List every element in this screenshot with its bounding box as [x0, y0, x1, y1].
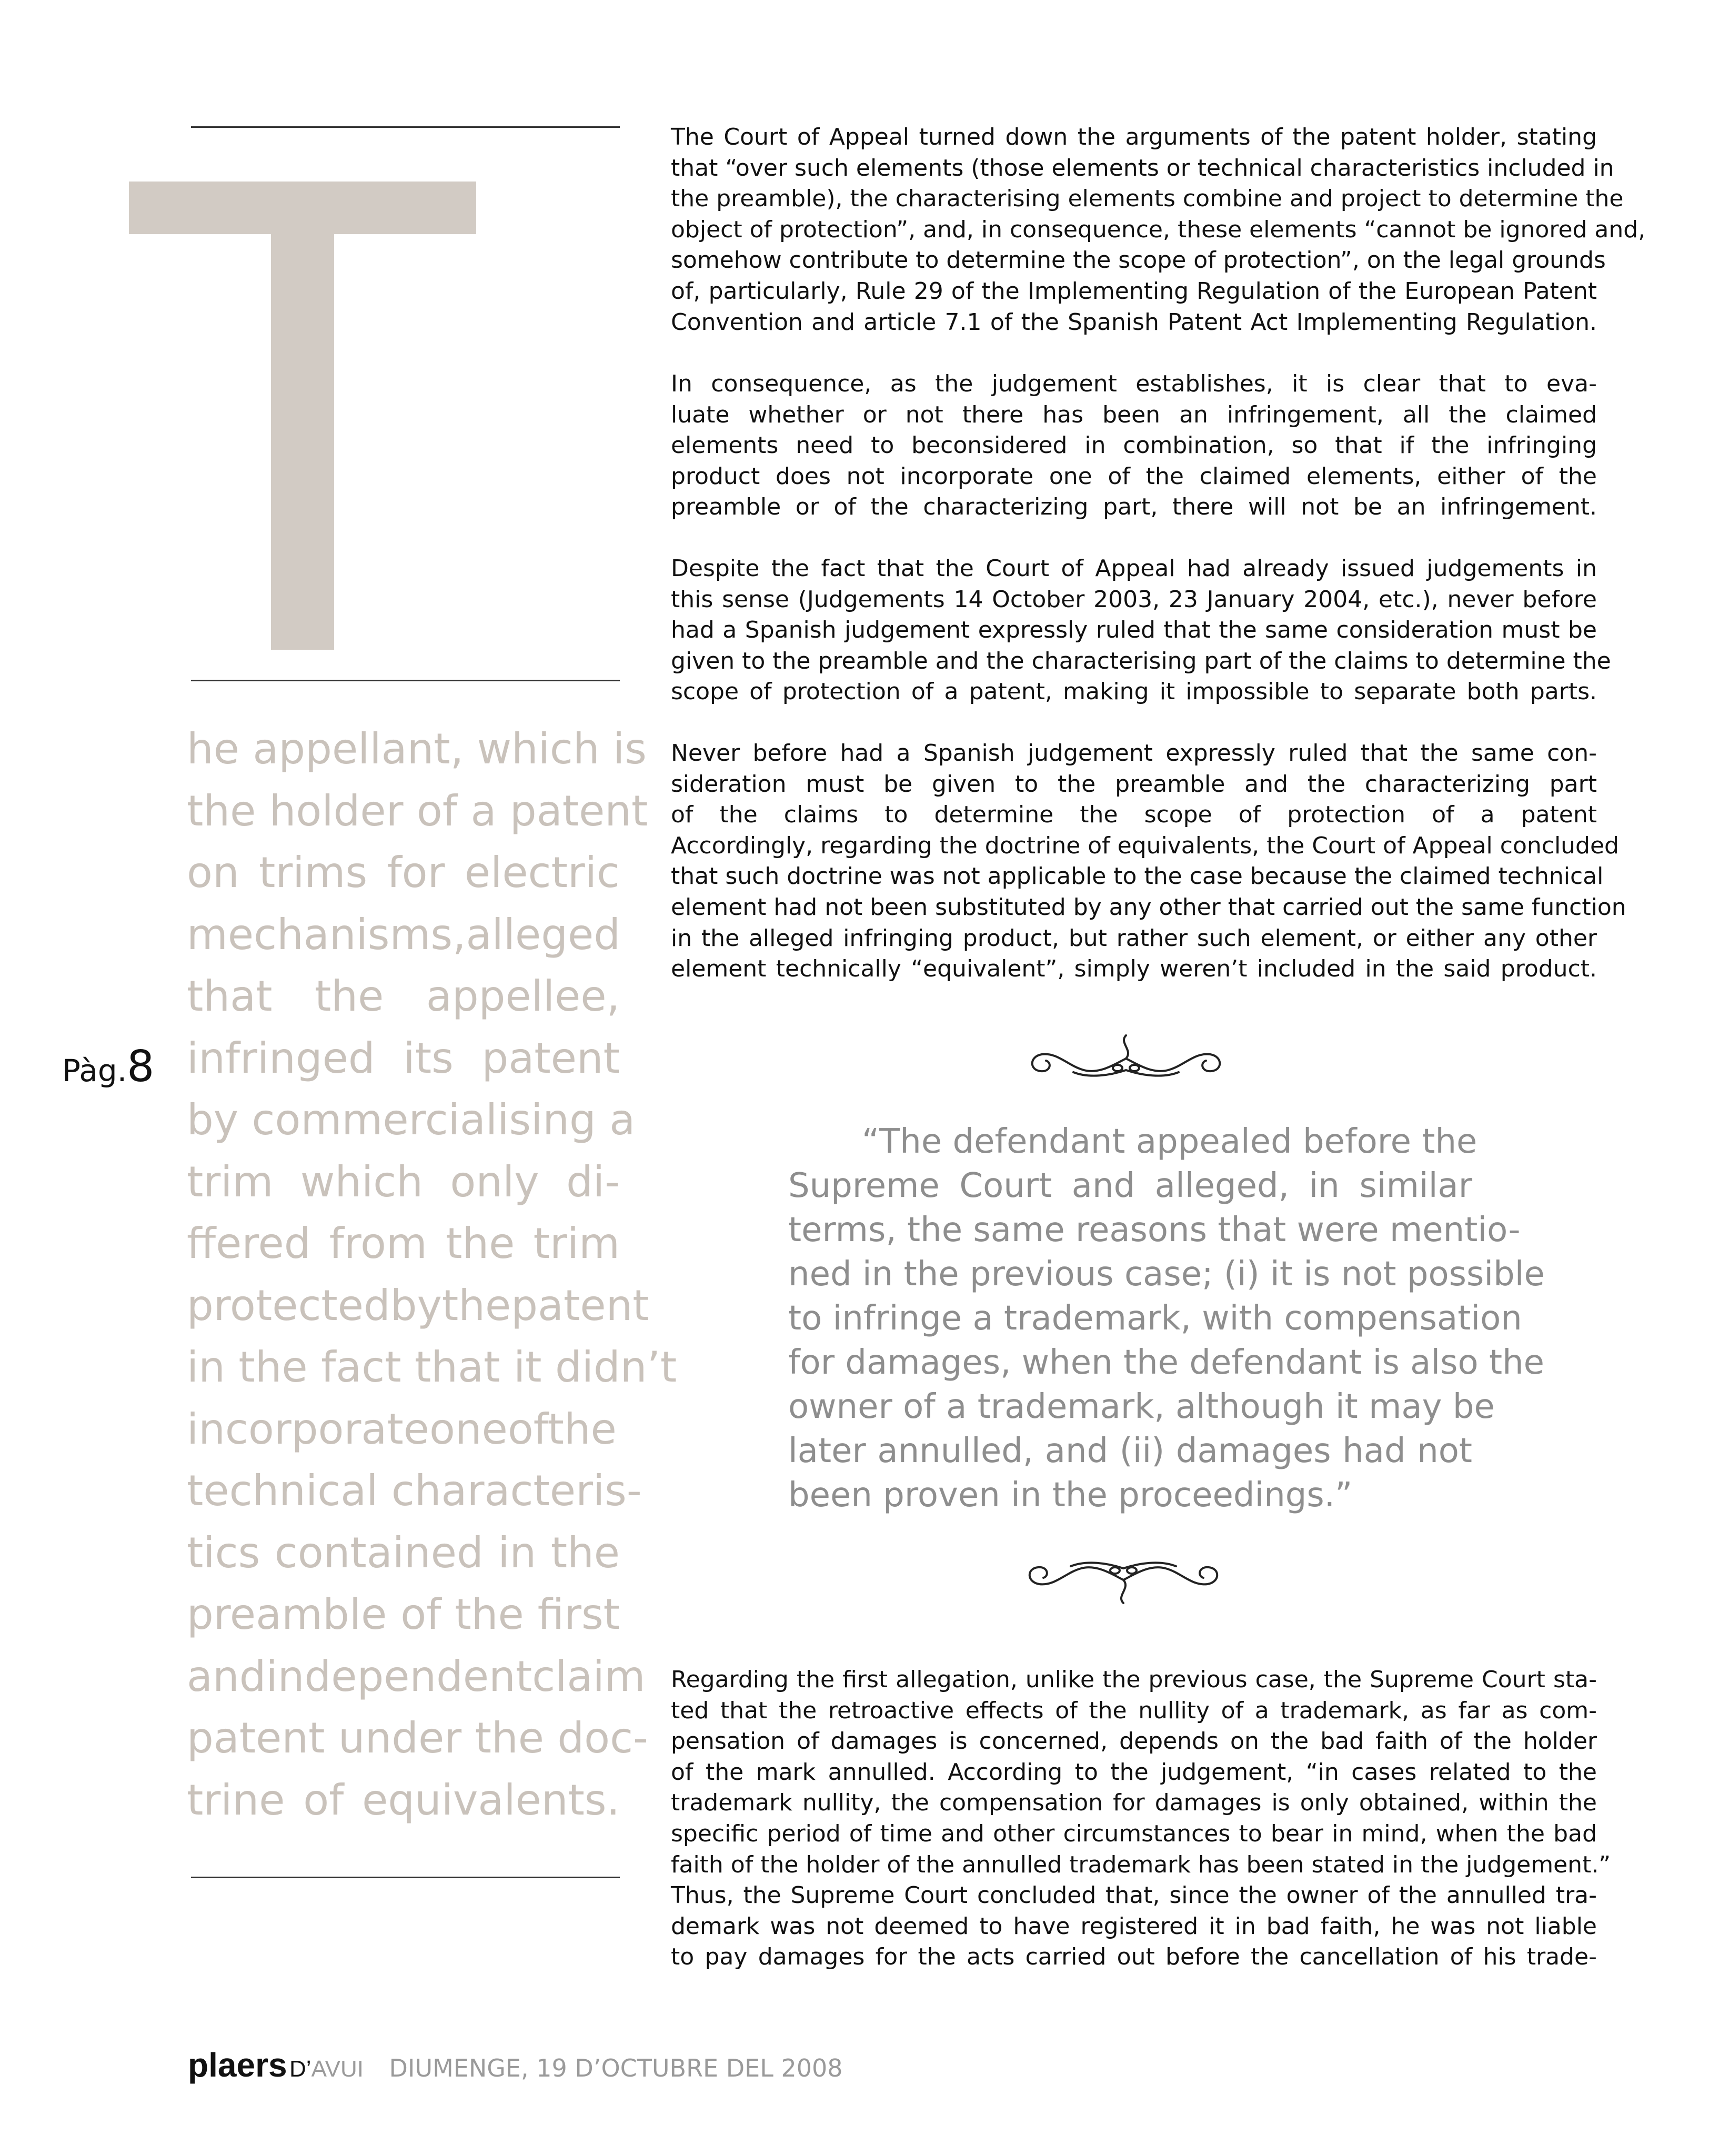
- body-paragraph: [671, 553, 1611, 708]
- lead-text-line: on trims for electric: [187, 848, 620, 897]
- pull-quote-line: ned in the previous case; (i) it is not possible: [788, 1255, 1545, 1294]
- body-line: demark was not deemed to have registered it in bad faith, he was not liable: [671, 1912, 1597, 1940]
- body-line: Despite the fact that the Court of Appeal had already issued judgements in: [671, 555, 1597, 582]
- body-paragraph: [671, 738, 1626, 985]
- body-line: Thus, the Supreme Court concluded that, since the owner of the annulled tra-: [671, 1882, 1597, 1909]
- lead-text-line: mechanisms,alleged: [187, 910, 620, 959]
- drop-cap-letter: [129, 182, 476, 650]
- lead-text-line: in the fact that it didn’t: [187, 1343, 677, 1392]
- drop-cap-stem: [271, 182, 334, 650]
- lead-text-line: tics contained in the: [187, 1528, 620, 1577]
- body-line: faith of the holder of the annulled trademark has been stated in the judgement.”: [671, 1851, 1611, 1878]
- footer-date: DIUMENGE, 19 D’OCTUBRE DEL 2008: [389, 2054, 843, 2082]
- pull-quote-line: been proven in the proceedings.”: [788, 1476, 1353, 1515]
- lead-text-column: [187, 718, 677, 1831]
- body-line: Regarding the first allegation, unlike the previous case, the Supreme Court sta-: [671, 1666, 1597, 1693]
- body-line: Never before had a Spanish judgement expressly ruled that the same con-: [671, 740, 1597, 767]
- lead-text-line: patent under the doc-: [187, 1714, 648, 1762]
- body-line: given to the preamble and the characterising part of the claims to determine the: [671, 647, 1611, 674]
- lead-text-line: incorporateoneofthe: [187, 1404, 617, 1454]
- body-line: The Court of Appeal turned down the arguments of the patent holder, stating: [671, 124, 1597, 150]
- footer: [188, 2046, 843, 2084]
- lead-text-line: that the appellee,: [187, 972, 620, 1021]
- body-line: element technically “equivalent”, simply weren’t included in the said product.: [671, 955, 1597, 983]
- body-line: this sense (Judgements 14 October 2003, 23 January 2004, etc.), never before: [671, 586, 1597, 613]
- pull-quote-line: owner of a trademark, although it may be: [788, 1387, 1495, 1426]
- footer-brand-d: D’: [289, 2056, 311, 2082]
- lead-text-line: trine of equivalents.: [187, 1775, 620, 1825]
- page-number-value: 8: [127, 1042, 155, 1092]
- body-line: element had not been substituted by any other that carried out the same function: [671, 893, 1626, 921]
- lead-text-line: he appellant, which is: [187, 724, 647, 773]
- body-line: object of protection”, and, in consequence, these elements “cannot be ignored and,: [671, 216, 1646, 243]
- pull-quote-line: later annulled, and (ii) damages had not: [788, 1432, 1472, 1470]
- body-line: scope of protection of a patent, making it impossible to separate both parts.: [671, 678, 1597, 706]
- body-line: the preamble), the characterising elements combine and project to determine the: [671, 185, 1624, 213]
- body-line: Convention and article 7.1 of the Spanish Patent Act Implementing Regulation.: [671, 308, 1597, 336]
- body-line: preamble or of the characterizing part, there will not be an infringement.: [671, 493, 1597, 521]
- body-line: that “over such elements (those elements or technical characteristics included in: [671, 154, 1614, 182]
- body-line: somehow contribute to determine the scope of protection”, on the legal grounds: [671, 247, 1606, 274]
- flourish-ornament-top: [1021, 1031, 1231, 1089]
- lead-text-line: technical characteris-: [187, 1466, 642, 1515]
- body-line: pensation of damages is concerned, depends on the bad faith of the holder: [671, 1728, 1597, 1755]
- pull-quote-line: terms, the same reasons that were mentio-: [788, 1211, 1521, 1250]
- body-line: had a Spanish judgement expressly ruled that the same consideration must be: [671, 617, 1597, 644]
- page-number-label: Pàg.: [62, 1053, 127, 1089]
- top-rule: [191, 126, 620, 128]
- lead-text-line: preamble of the first: [187, 1590, 620, 1639]
- body-paragraph: [671, 369, 1597, 523]
- body-paragraph: [671, 1665, 1611, 1973]
- page-number: [62, 1042, 154, 1092]
- lead-text-line: andindependentclaim: [187, 1651, 646, 1701]
- lead-text-line: the holder of a patent: [187, 786, 648, 835]
- lead-text-line: ffered from the trim: [187, 1219, 620, 1268]
- body-line: In consequence, as the judgement establishes, it is clear that to eva-: [671, 370, 1597, 397]
- pull-quote-line: to infringe a trademark, with compensation: [788, 1299, 1522, 1338]
- body-line: of, particularly, Rule 29 of the Implementing Regulation of the European Patent: [671, 277, 1597, 305]
- body-line: Accordingly, regarding the doctrine of equivalents, the Court of Appeal concluded: [671, 832, 1619, 859]
- footer-brand: plaers: [188, 2046, 287, 2084]
- lead-text-line: protectedbythepatent: [187, 1281, 649, 1330]
- flourish-ornament-bottom: [1018, 1549, 1229, 1607]
- body-line: of the claims to determine the scope of protection of a patent: [671, 801, 1597, 829]
- body-line: trademark nullity, the compensation for damages is only obtained, within the: [671, 1789, 1597, 1817]
- pull-quote-line: for damages, when the defendant is also the: [788, 1343, 1544, 1382]
- pull-quote-line: Supreme Court and alleged, in similar: [788, 1166, 1472, 1205]
- body-line: that such doctrine was not applicable to the case because the claimed technical: [671, 863, 1604, 890]
- bottom-rule: [191, 1877, 620, 1878]
- middle-rule: [191, 680, 620, 681]
- body-line: elements need to beconsidered in combination, so that if the infringing: [671, 432, 1597, 459]
- lead-text-line: infringed its patent: [187, 1033, 620, 1083]
- body-line: of the mark annulled. According to the judgement, “in cases related to the: [671, 1758, 1597, 1786]
- lead-text-line: trim which only di-: [187, 1157, 620, 1206]
- lead-text-line: by commercialising a: [187, 1095, 636, 1144]
- pull-quote: [788, 1120, 1545, 1517]
- body-paragraph: [671, 122, 1646, 338]
- body-line: specific period of time and other circumstances to bear in mind, when the bad: [671, 1820, 1597, 1847]
- body-line: product does not incorporate one of the claimed elements, either of the: [671, 462, 1597, 490]
- body-line: ted that the retroactive effects of the nullity of a trademark, as far as com-: [671, 1697, 1597, 1724]
- body-line: sideration must be given to the preamble and the characterizing part: [671, 770, 1597, 798]
- pull-quote-line: “The defendant appealed before the: [862, 1122, 1477, 1161]
- body-line: luate whether or not there has been an infringement, all the claimed: [671, 401, 1597, 428]
- body-line: in the alleged infringing product, but rather such element, or either any other: [671, 924, 1597, 952]
- body-line: to pay damages for the acts carried out before the cancellation of his trade-: [671, 1943, 1597, 1971]
- footer-brand-avui: AVUI: [311, 2056, 364, 2082]
